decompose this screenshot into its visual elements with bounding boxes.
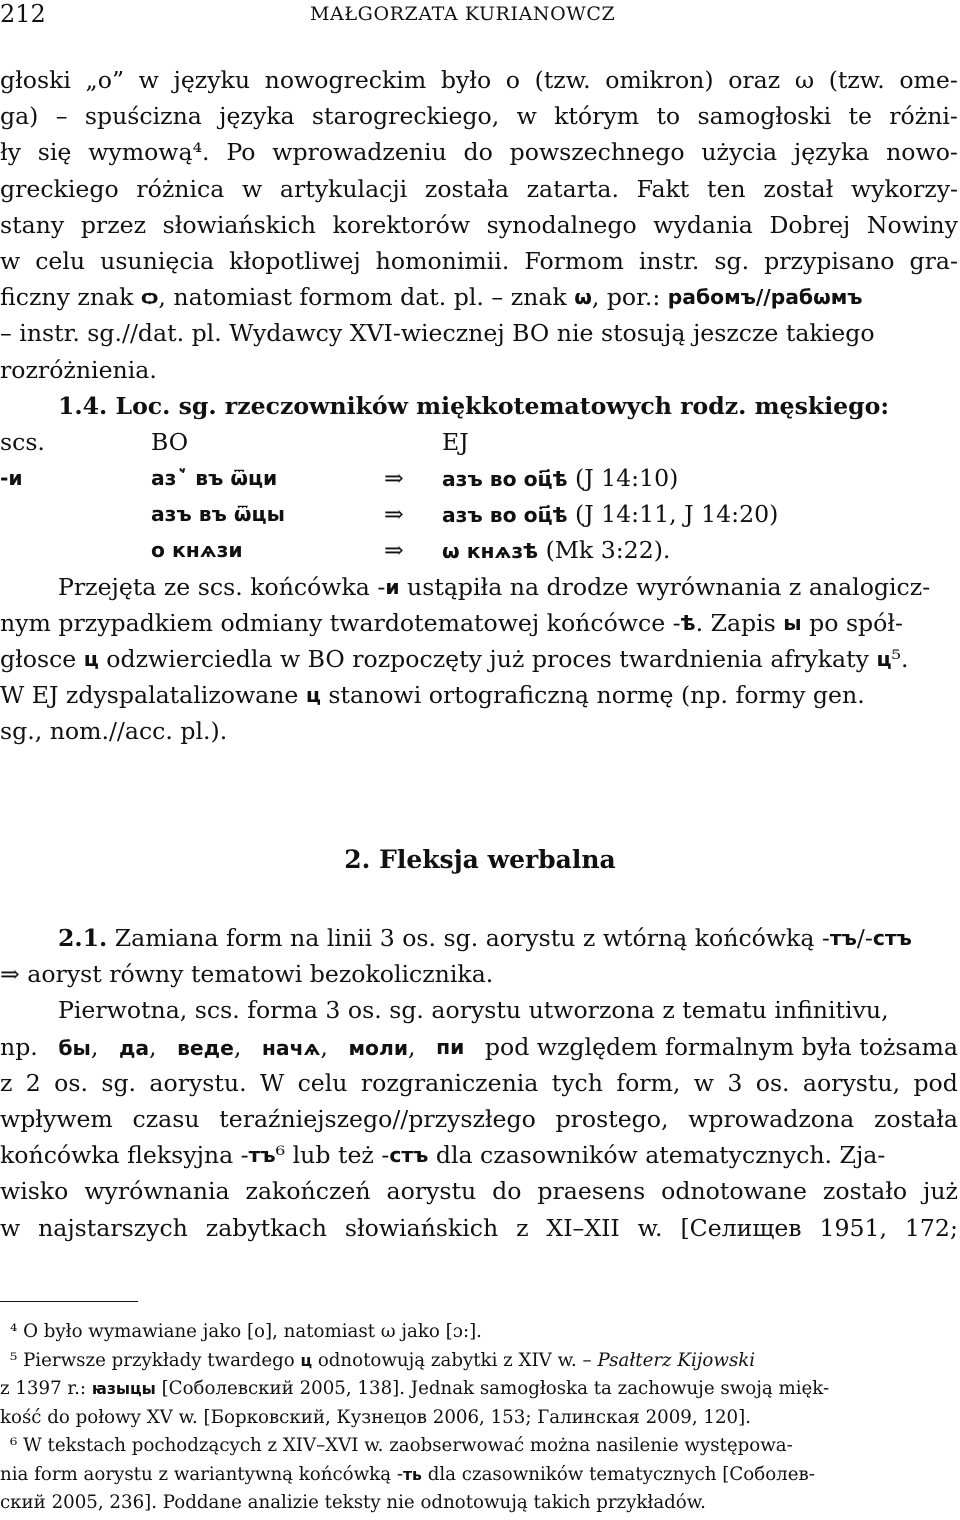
word: greckiego xyxy=(0,174,119,203)
word: słowiańskich xyxy=(344,1213,499,1242)
word: nowogreckim xyxy=(264,66,427,94)
word: wykorzy- xyxy=(850,174,958,203)
word: kłopotliwej xyxy=(229,246,361,275)
text-line xyxy=(0,1173,958,1209)
text-line xyxy=(0,62,958,98)
word: rozgraniczenia xyxy=(360,1068,539,1097)
text-line: ficzny znak ѻ , natomiast formom dat. pl. – znak ѡ , por.: рабомъ//рабѡмъ xyxy=(0,279,958,315)
word: do xyxy=(463,138,493,167)
word: wisko xyxy=(0,1177,69,1206)
word: aorystu, xyxy=(802,1068,901,1097)
word: przez xyxy=(80,210,147,239)
word: wyrównania xyxy=(84,1177,230,1206)
word: zatarta. xyxy=(526,174,619,203)
text-line xyxy=(0,243,958,279)
word: W xyxy=(259,1068,285,1097)
word: został xyxy=(763,174,834,203)
word: w xyxy=(241,174,263,203)
word: (tzw. xyxy=(534,66,591,94)
text-line: – instr. sg.//dat. pl. Wydawcy XVI-wiecznej BO nie stosują jeszcze takiego xyxy=(0,319,875,348)
footnotes xyxy=(0,1318,958,1518)
word: różni- xyxy=(889,102,958,131)
word: sg. xyxy=(714,246,750,275)
word: zabytkach xyxy=(205,1213,327,1242)
word: zakończeń xyxy=(245,1177,371,1206)
word: teraźniejszego//przyszłego xyxy=(219,1104,536,1133)
word: różnica xyxy=(136,174,225,203)
word: stany xyxy=(0,210,65,239)
word: ły xyxy=(0,138,21,167)
column-bo: BO xyxy=(151,427,189,456)
word: została xyxy=(873,1104,958,1133)
footnote-line: ский 2005, 236]. Poddane analizie teksty nie odnotowują takich przykładów. xyxy=(0,1492,706,1513)
word: w xyxy=(138,66,159,94)
example-row: -и азꙿ въ ѿци ⇒ азъ во оц҃ѣ (J 14:10) xyxy=(0,460,958,496)
word: praesens xyxy=(537,1177,646,1206)
word: instr. xyxy=(638,246,700,275)
footnote-6: ⁶ W tekstach pochodzących z XIV–XVI w. zaobserwować można nasilenie występowa- xyxy=(10,1435,793,1456)
text-line xyxy=(0,1101,958,1137)
word: to xyxy=(656,102,681,131)
word: wprowadzeniu xyxy=(272,138,447,167)
word: gra- xyxy=(909,246,958,275)
text-line: nym przypadkiem odmiany twardotematowej końcówce - ѣ . Zapis ы po spół- xyxy=(0,608,903,637)
word: omikron) xyxy=(605,66,714,94)
word: 2 xyxy=(25,1068,41,1097)
example-row: азъ въ ѿцы ⇒ азъ во оц҃ѣ (J 14:11, J 14:20) xyxy=(0,496,958,532)
text-line: Pierwotna, scs. forma 3 os. sg. aorystu utworzona z tematu infinitivu, xyxy=(58,996,889,1025)
text-line xyxy=(0,1210,958,1246)
word: aorystu. xyxy=(149,1068,247,1097)
text-line xyxy=(0,171,958,207)
word: starogreckiego, xyxy=(311,102,500,131)
word: w xyxy=(516,102,537,131)
word: Formom xyxy=(524,246,624,275)
word: spuścizna xyxy=(84,102,202,131)
implies-arrow: ⇒ xyxy=(384,500,404,529)
word: powszechnego xyxy=(509,138,685,167)
word: odnotowane xyxy=(661,1177,807,1206)
word: form, xyxy=(616,1068,681,1097)
word: usunięcia xyxy=(100,246,215,275)
word: wydania xyxy=(653,210,753,239)
footnote-5: ⁵ Pierwsze przykłady twardego ц odnotowują zabytki z XIV w. – Psałterz Kijowski xyxy=(10,1349,756,1371)
page-number: 212 xyxy=(0,0,46,28)
word: Nowiny xyxy=(866,210,958,239)
word: homonimii. xyxy=(375,246,510,275)
word: (tzw. xyxy=(828,66,885,94)
text-line: ⇒ aoryst równy tematowi bezokolicznika. xyxy=(0,960,494,989)
word: z xyxy=(516,1213,529,1242)
word: Dobrej xyxy=(769,210,851,239)
example-row: о кнѧзи ⇒ ѡ кнѧзѣ (Mk 3:22). xyxy=(0,532,958,568)
section-heading: 2. Fleksja werbalna xyxy=(344,845,616,874)
implies-arrow: ⇒ xyxy=(384,464,404,493)
text-line: 2.1. Zamiana form na linii 3 os. sg. aorystu z wtórną końcówką - тъ /- стъ xyxy=(58,924,912,952)
footnote-line: kość do połowy XV w. [Борковский, Кузнецов 2006, 153; Галинская 2009, 120]. xyxy=(0,1406,752,1428)
word: XI–XII xyxy=(546,1213,620,1242)
word: nowo- xyxy=(886,138,958,167)
word: sg. xyxy=(101,1068,137,1097)
word: „o” xyxy=(85,66,125,94)
column-scs: scs. xyxy=(0,427,45,456)
word: pod xyxy=(913,1068,958,1097)
word: os. xyxy=(755,1068,790,1097)
word: języka xyxy=(793,138,870,167)
word: samogłoski xyxy=(697,102,832,131)
word: 172; xyxy=(904,1213,958,1242)
word: [Селищев xyxy=(680,1213,802,1242)
footnote-line: nia form aorystu z wariantywną końcówką - ть dla czasowników tematycznych [Соболев- xyxy=(0,1463,815,1485)
text-line: np. бы, да, веде, начѧ, моли, пи pod względem formalnym była tożsama xyxy=(0,1032,958,1061)
word: się xyxy=(37,138,72,167)
text-line xyxy=(0,207,958,243)
text-line xyxy=(0,1065,958,1101)
word: ten xyxy=(706,174,746,203)
word: było xyxy=(440,66,492,94)
text-line xyxy=(0,98,958,134)
text-line: rozróżnienia. xyxy=(0,355,157,384)
text-line xyxy=(0,134,958,170)
footnote-line: z 1397 r.: ꙗзыцы [Соболевский 2005, 138]. Jednak samogłoska ta zachowuje swoją mięk- xyxy=(0,1378,830,1399)
word: aorystu xyxy=(386,1177,477,1206)
word: języka xyxy=(219,102,295,131)
text-line: końcówka fleksyjna - тъ ⁶ lub też - стъ dla czasowników atematycznych. Zja- xyxy=(0,1141,886,1170)
text-line: głosce ц odzwierciedla w BO rozpoczęty już proces twardnienia afrykaty ц ⁵. xyxy=(0,645,909,673)
word: głoski xyxy=(0,66,71,94)
word: języku xyxy=(173,66,251,94)
word: wymową⁴. xyxy=(88,138,210,167)
word: 1951, xyxy=(819,1213,888,1242)
running-title: MAŁGORZATA KURIANOWCZ xyxy=(310,3,616,25)
word: te xyxy=(848,102,872,131)
word: artykulacji xyxy=(279,174,408,203)
example-header-row xyxy=(0,424,958,460)
word: ο xyxy=(505,66,520,94)
cyrillic-example: рабомъ//рабѡмъ xyxy=(667,285,863,310)
word: ome- xyxy=(899,66,958,94)
word: wprowadzona xyxy=(688,1104,855,1133)
page-header xyxy=(0,0,960,30)
word: – xyxy=(55,102,68,131)
word: przypisano xyxy=(764,246,895,275)
word: oraz xyxy=(728,66,781,94)
implies-arrow: ⇒ xyxy=(384,536,404,565)
word: najstarszych xyxy=(38,1213,188,1242)
word: w xyxy=(0,1213,21,1242)
word: celu xyxy=(297,1068,348,1097)
word: którym xyxy=(554,102,640,131)
word: w. xyxy=(637,1213,663,1242)
word: wpływem xyxy=(0,1104,113,1133)
word: ga) xyxy=(0,102,39,131)
column-ej: EJ xyxy=(442,427,469,456)
word: celu xyxy=(35,246,86,275)
word: czasu xyxy=(132,1104,200,1133)
footnote-rule xyxy=(0,1301,138,1302)
main-text xyxy=(0,62,958,750)
cyrillic-letter: ѻ xyxy=(140,285,159,310)
text-line: W EJ zdyspalatalizowane ц stanowi ortograficzną normę (np. formy gen. xyxy=(0,681,865,710)
word: tych xyxy=(551,1068,603,1097)
footnote-4: ⁴ O było wymawiane jako [o], natomiast ω jako [ɔ:]. xyxy=(10,1321,482,1342)
word: już xyxy=(923,1177,958,1206)
text-line: sg., nom.//acc. pl.). xyxy=(0,717,228,746)
word: synodalnego xyxy=(486,210,637,239)
text-line: Przejęta ze scs. końcówka - и ustąpiła na drodze wyrównania z analogicz- xyxy=(58,572,931,601)
section-title: 1.4. Loc. sg. rzeczowników miękkotematowych rodz. męskiego: xyxy=(58,391,890,420)
word: zostało xyxy=(822,1177,908,1206)
word: ω xyxy=(794,66,815,94)
word: w xyxy=(693,1068,714,1097)
word: Po xyxy=(226,138,256,167)
word: do xyxy=(492,1177,522,1206)
word: słowiańskich xyxy=(162,210,316,239)
word: z xyxy=(0,1068,13,1097)
word: w xyxy=(0,246,21,275)
cyrillic-letter: ѡ xyxy=(574,285,592,310)
word: została xyxy=(424,174,509,203)
main-text-2 xyxy=(0,920,958,1246)
word: os. xyxy=(54,1068,88,1097)
word: korektorów xyxy=(332,210,471,239)
word: użycia xyxy=(701,138,778,167)
word: prostego, xyxy=(555,1104,669,1133)
word: Fakt xyxy=(636,174,690,203)
word: 3 xyxy=(727,1068,743,1097)
